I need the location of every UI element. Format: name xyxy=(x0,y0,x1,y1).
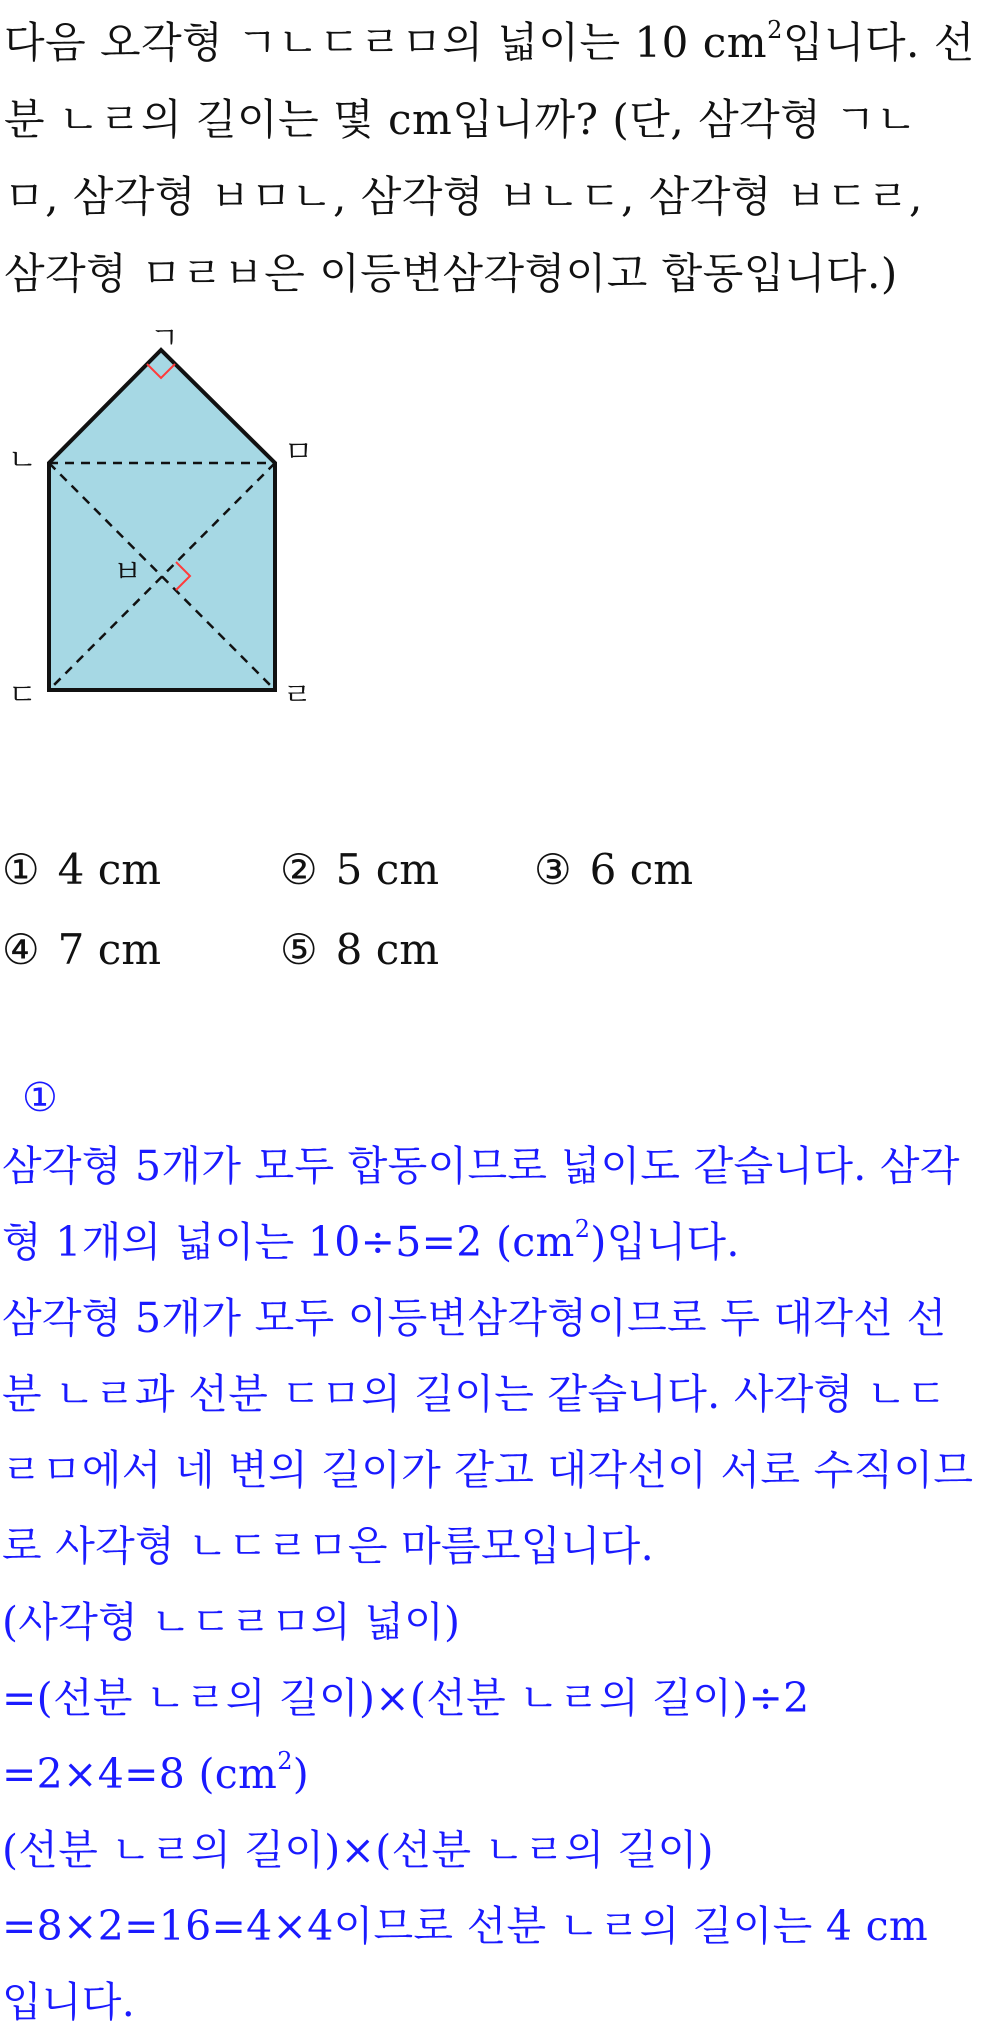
pentagon-figure xyxy=(0,320,330,720)
choice-text: 5 cm xyxy=(335,845,440,894)
question-line: 분 ㄴㄹ의 길이는 몇 cm입니까? (단, 삼각형 ㄱㄴ xyxy=(4,95,918,144)
choice-text: 8 cm xyxy=(335,925,440,974)
choice-number: ④ xyxy=(2,925,40,974)
solution-line xyxy=(2,1736,991,1812)
question-line: ㅁ, 삼각형 ㅂㅁㄴ, 삼각형 ㅂㄴㄷ, 삼각형 ㅂㄷㄹ, xyxy=(4,172,923,221)
choices-row xyxy=(2,830,902,910)
choice-3[interactable] xyxy=(534,830,693,910)
solution-line: ㄹㅁ에서 네 변의 길이가 같고 대각선이 서로 수직이므 xyxy=(2,1446,974,1494)
question-line-tail: 입니다. 선 xyxy=(782,18,975,67)
choice-text: 4 cm xyxy=(57,845,162,894)
choice-5[interactable] xyxy=(280,910,439,990)
superscript: 2 xyxy=(277,1747,293,1776)
choice-number: ① xyxy=(2,845,40,894)
solution-line-tail: ) xyxy=(292,1750,310,1798)
solution-line xyxy=(2,1204,991,1280)
answer-choices xyxy=(2,830,902,990)
answer-mark: ① xyxy=(22,1075,58,1121)
pentagon-diagram xyxy=(0,320,330,720)
superscript: 2 xyxy=(767,16,783,44)
solution-line: =(선분 ㄴㄹ의 길이)×(선분 ㄴㄹ의 길이)÷2 xyxy=(2,1674,810,1722)
solution-line: 삼각형 5개가 모두 합동이므로 넓이도 같습니다. 삼각 xyxy=(2,1142,960,1190)
solution-line: =8×2=16=4×4이므로 선분 ㄴㄹ의 길이는 4 cm xyxy=(2,1902,929,1950)
solution-line: 로 사각형 ㄴㄷㄹㅁ은 마름모입니다. xyxy=(2,1522,654,1570)
vertex-label-n: ㄴ xyxy=(8,443,37,478)
solution-line: (선분 ㄴㄹ의 길이)×(선분 ㄴㄹ의 길이) xyxy=(2,1826,714,1874)
vertex-label-m: ㅁ xyxy=(284,435,313,470)
vertex-label-g: ㄱ xyxy=(150,321,179,356)
solution-line-text: 형 1개의 넓이는 10÷5=2 (cm xyxy=(2,1218,575,1266)
solution-line-text: =2×4=8 (cm xyxy=(2,1750,278,1798)
choice-4[interactable] xyxy=(2,910,161,990)
superscript: 2 xyxy=(574,1215,591,1244)
question-line: 삼각형 ㅁㄹㅂ은 이등변삼각형이고 합동입니다.) xyxy=(4,249,898,298)
solution-line: 분 ㄴㄹ과 선분 ㄷㅁ의 길이는 같습니다. 사각형 ㄴㄷ xyxy=(2,1370,947,1418)
solution-line-tail: )입니다. xyxy=(590,1218,740,1266)
pentagon-shape xyxy=(49,350,275,690)
solution-line: 입니다. xyxy=(2,1978,136,2026)
vertex-label-d: ㄷ xyxy=(8,678,37,713)
choice-number: ⑤ xyxy=(280,925,318,974)
vertex-label-b: ㅂ xyxy=(113,555,142,590)
choice-number: ② xyxy=(280,845,318,894)
choice-text: 7 cm xyxy=(57,925,162,974)
question-text xyxy=(4,4,989,312)
solution-line: (사각형 ㄴㄷㄹㅁ의 넓이) xyxy=(2,1598,461,1646)
choices-row xyxy=(2,910,902,990)
choice-text: 6 cm xyxy=(589,845,694,894)
vertex-label-r: ㄹ xyxy=(283,678,312,713)
question-line xyxy=(4,4,989,81)
choice-1[interactable] xyxy=(2,830,161,910)
solution-line: 삼각형 5개가 모두 이등변삼각형이므로 두 대각선 선 xyxy=(2,1294,947,1342)
choice-2[interactable] xyxy=(280,830,439,910)
choice-number: ③ xyxy=(534,845,572,894)
solution-text xyxy=(2,1128,991,2040)
question-line-text: 다음 오각형 ㄱㄴㄷㄹㅁ의 넓이는 10 cm xyxy=(4,18,768,67)
